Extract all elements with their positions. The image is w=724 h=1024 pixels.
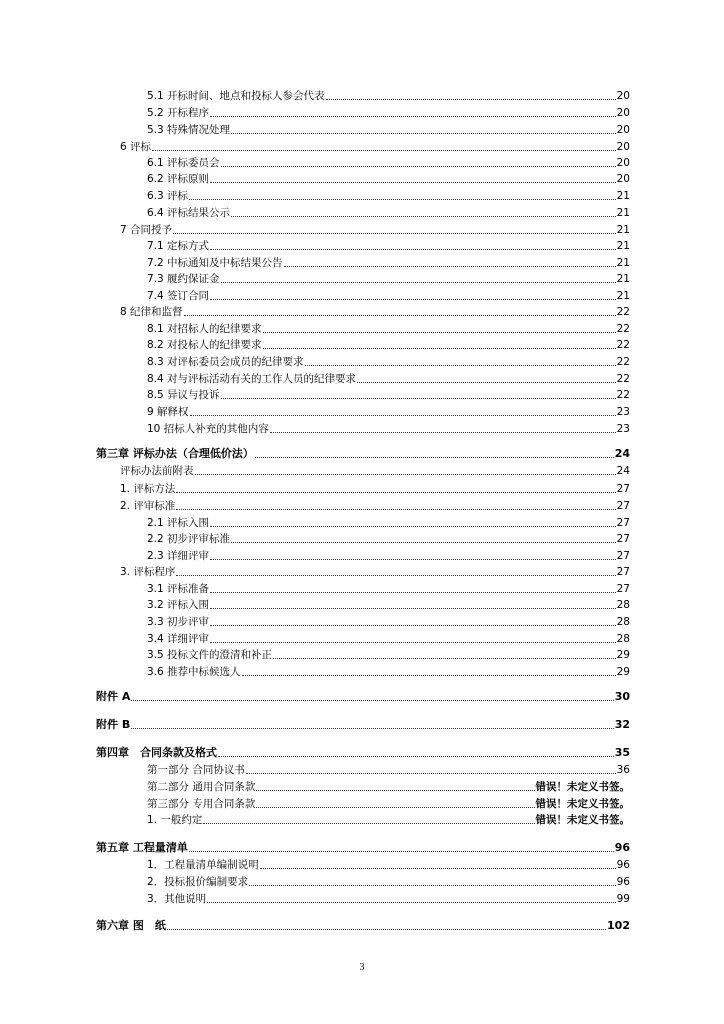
toc-entry-page: 28 xyxy=(616,599,630,611)
dot-leader xyxy=(210,516,616,527)
toc-entry[interactable] xyxy=(147,355,630,369)
toc-entry-title: 5.1 开标时间、地点和投标人参会代表 xyxy=(147,90,325,102)
dot-leader xyxy=(152,140,616,151)
toc-entry-title: 1. 评标方法 xyxy=(120,483,176,495)
toc-entry-page: 20 xyxy=(616,107,630,119)
toc-entry-page: 27 xyxy=(616,500,630,512)
dot-leader xyxy=(210,632,616,643)
toc-entry-title: 3.6 推荐中标候选人 xyxy=(147,666,241,678)
toc-entry[interactable] xyxy=(120,223,630,237)
toc-entry-title: 7.3 履约保证金 xyxy=(147,273,220,285)
toc-entry[interactable] xyxy=(147,813,630,827)
toc-entry[interactable] xyxy=(147,289,630,303)
toc-entry[interactable] xyxy=(120,140,630,154)
toc-entry[interactable] xyxy=(147,206,630,220)
toc-entry-page: 22 xyxy=(616,339,630,351)
toc-entry[interactable] xyxy=(147,549,630,563)
toc-entry-page: 27 xyxy=(616,550,630,562)
toc-entry-page: 23 xyxy=(616,406,630,418)
toc-entry-title: 6 评标 xyxy=(120,141,152,153)
toc-entry-page: 29 xyxy=(616,666,630,678)
toc-entry-page: 36 xyxy=(616,764,630,776)
toc-entry-title: 8.5 异议与投诉 xyxy=(147,389,220,401)
dot-leader xyxy=(210,582,616,593)
toc-entry-title: 2．投标报价编制要求 xyxy=(147,876,249,888)
toc-entry[interactable] xyxy=(147,156,630,170)
toc-entry-title: 第六章 图 纸 xyxy=(96,919,166,932)
dot-leader xyxy=(131,718,613,729)
toc-entry[interactable] xyxy=(147,797,630,811)
toc-entry[interactable] xyxy=(147,632,630,646)
toc-entry-page: 99 xyxy=(616,893,630,905)
toc-entry[interactable] xyxy=(147,875,630,889)
dot-leader xyxy=(256,780,534,791)
toc-entry-title: 10 招标人补充的其他内容 xyxy=(147,423,269,435)
dot-leader xyxy=(284,256,616,267)
dot-leader xyxy=(255,447,614,458)
toc-entry[interactable] xyxy=(147,615,630,629)
dot-leader xyxy=(195,464,616,475)
toc-entry-title: 2.3 详细评审 xyxy=(147,550,210,562)
toc-entry[interactable] xyxy=(120,482,630,496)
toc-entry-page: 35 xyxy=(614,746,630,759)
toc-entry[interactable] xyxy=(147,532,630,546)
dot-leader xyxy=(203,813,534,824)
toc-entry-title: 第一部分 合同协议书 xyxy=(147,764,245,776)
toc-entry[interactable] xyxy=(147,892,630,906)
toc-entry-title: 8.2 对投标人的纪律要求 xyxy=(147,339,262,351)
toc-entry-title: 7.4 签订合同 xyxy=(147,290,210,302)
toc-entry[interactable] xyxy=(147,272,630,286)
toc-entry-title: 1．工程量清单编制说明 xyxy=(147,859,259,871)
toc-entry[interactable] xyxy=(147,763,630,777)
toc-entry-page: 24 xyxy=(616,465,630,477)
toc-entry-page: 21 xyxy=(616,240,630,252)
toc-entry-page: 21 xyxy=(616,273,630,285)
dot-leader xyxy=(357,372,616,383)
toc-entry-title: 3.2 评标入围 xyxy=(147,599,210,611)
toc-entry-title: 2.2 初步评审标准 xyxy=(147,533,231,545)
dot-leader xyxy=(131,690,613,701)
toc-entry-page: 24 xyxy=(614,447,630,460)
dot-leader xyxy=(242,665,616,676)
toc-entry[interactable] xyxy=(96,841,630,855)
toc-entry-page: 21 xyxy=(616,290,630,302)
dot-leader xyxy=(167,919,606,930)
dot-leader xyxy=(260,858,616,869)
toc-entry[interactable] xyxy=(147,422,630,436)
toc-entry-title: 9 解释权 xyxy=(147,406,189,418)
toc-entry[interactable] xyxy=(147,516,630,530)
toc-entry-page: 32 xyxy=(614,718,630,731)
toc-entry[interactable] xyxy=(96,746,630,760)
toc-entry-page: 21 xyxy=(616,190,630,202)
toc-entry[interactable] xyxy=(147,256,630,270)
toc-entry-page: 20 xyxy=(616,157,630,169)
toc-entry-title: 第三章 评标办法（合理低价法） xyxy=(96,447,254,460)
toc-entry[interactable] xyxy=(147,338,630,352)
toc-entry-page: 21 xyxy=(616,257,630,269)
toc-entry-page: 28 xyxy=(616,633,630,645)
toc-entry-page: 22 xyxy=(616,323,630,335)
toc-entry-page: 20 xyxy=(616,141,630,153)
toc-entry-title: 7.2 中标通知及中标结果公告 xyxy=(147,257,283,269)
dot-leader xyxy=(231,532,616,543)
toc-entry[interactable] xyxy=(96,919,630,933)
dot-leader xyxy=(210,106,616,117)
dot-leader xyxy=(176,565,615,576)
toc-entry-title: 3. 评标程序 xyxy=(120,566,176,578)
toc-entry-page: 96 xyxy=(616,876,630,888)
dot-leader xyxy=(231,123,616,134)
toc-entry-page: 21 xyxy=(616,207,630,219)
toc-entry-title: 5.2 开标程序 xyxy=(147,107,210,119)
dot-leader xyxy=(231,206,616,217)
toc-entry-page: 29 xyxy=(616,649,630,661)
dot-leader xyxy=(210,172,616,183)
toc-entry-page: 28 xyxy=(616,616,630,628)
toc-entry-page: 27 xyxy=(616,583,630,595)
dot-leader xyxy=(210,549,616,560)
toc-entry-page: 20 xyxy=(616,173,630,185)
toc-entry-page: 20 xyxy=(616,90,630,102)
toc-entry-title: 1. 一般约定 xyxy=(147,814,203,826)
toc-entry-title: 8.1 对招标人的纪律要求 xyxy=(147,323,262,335)
toc-entry-title: 6.3 评标 xyxy=(147,190,189,202)
dot-leader xyxy=(263,338,616,349)
dot-leader xyxy=(221,388,616,399)
toc-entry[interactable] xyxy=(96,690,630,704)
toc-entry-page: 30 xyxy=(614,690,630,703)
toc-entry[interactable] xyxy=(147,405,630,419)
dot-leader xyxy=(176,482,615,493)
toc-entry-title: 3.3 初步评审 xyxy=(147,616,210,628)
toc-entry-title: 3.5 投标文件的澄清和补正 xyxy=(147,649,273,661)
toc-entry[interactable] xyxy=(147,582,630,596)
dot-leader xyxy=(210,239,616,250)
toc-entry[interactable] xyxy=(147,172,630,186)
dot-leader xyxy=(326,89,616,100)
toc-entry-title: 第四章 合同条款及格式 xyxy=(96,746,217,759)
toc-entry-page: 27 xyxy=(616,533,630,545)
toc-entry-title: 3.4 详细评审 xyxy=(147,633,210,645)
dot-leader xyxy=(246,763,616,774)
toc-entry-page: 错误！未定义书签。 xyxy=(535,814,630,826)
toc-entry[interactable] xyxy=(147,372,630,386)
dot-leader xyxy=(210,289,616,300)
dot-leader xyxy=(207,892,615,903)
toc-entry-title: 8.4 对与评标活动有关的工作人员的纪律要求 xyxy=(147,373,357,385)
dot-leader xyxy=(249,875,615,886)
toc-entry[interactable] xyxy=(147,89,630,103)
toc-entry-page: 27 xyxy=(616,483,630,495)
toc-entry-title: 8.3 对评标委员会成员的纪律要求 xyxy=(147,356,304,368)
dot-leader xyxy=(190,405,616,416)
toc-entry[interactable] xyxy=(120,565,630,579)
toc-entry-page: 22 xyxy=(616,356,630,368)
dot-leader xyxy=(256,797,534,808)
toc-entry-page: 22 xyxy=(616,306,630,318)
dot-leader xyxy=(184,305,616,316)
toc-entry-page: 27 xyxy=(616,566,630,578)
toc-entry[interactable] xyxy=(147,858,630,872)
toc-entry-page: 21 xyxy=(616,224,630,236)
toc-entry-page: 27 xyxy=(616,517,630,529)
toc-entry-title: 第五章 工程量清单 xyxy=(96,841,188,854)
toc-entry-title: 5.3 特殊情况处理 xyxy=(147,124,231,136)
toc-entry-title: 第二部分 通用合同条款 xyxy=(147,781,256,793)
dot-leader xyxy=(210,615,616,626)
toc-entry-title: 7 合同授予 xyxy=(120,224,173,236)
toc-entry-title: 评标办法前附表 xyxy=(120,465,194,477)
dot-leader xyxy=(270,422,616,433)
toc-entry-page: 96 xyxy=(614,841,630,854)
toc-entry[interactable] xyxy=(147,780,630,794)
toc-entry-page: 20 xyxy=(616,124,630,136)
toc-entry-page: 96 xyxy=(616,859,630,871)
toc-entry-title: 附件 A xyxy=(96,690,131,703)
toc-entry-title: 7.1 定标方式 xyxy=(147,240,210,252)
toc-entry-page: 错误！未定义书签。 xyxy=(535,798,630,810)
toc-entry[interactable] xyxy=(147,189,630,203)
dot-leader xyxy=(210,598,616,609)
toc-entry[interactable] xyxy=(96,447,630,461)
toc-entry[interactable] xyxy=(147,388,630,402)
toc-entry[interactable] xyxy=(147,239,630,253)
toc-entry[interactable] xyxy=(147,106,630,120)
dot-leader xyxy=(189,189,616,200)
toc-entry-page: 22 xyxy=(616,373,630,385)
toc-entry[interactable] xyxy=(120,464,630,478)
toc-entry[interactable] xyxy=(120,499,630,513)
toc-entry-page: 102 xyxy=(607,919,630,932)
toc-entry-title: 3．其他说明 xyxy=(147,893,207,905)
toc-entry-title: 3.1 评标准备 xyxy=(147,583,210,595)
toc-entry[interactable] xyxy=(96,718,630,732)
toc-entry[interactable] xyxy=(120,305,630,319)
dot-leader xyxy=(173,223,616,234)
dot-leader xyxy=(305,355,616,366)
toc-entry[interactable] xyxy=(147,648,630,662)
dot-leader xyxy=(221,272,616,283)
dot-leader xyxy=(218,746,614,757)
toc-entry-page: 23 xyxy=(616,423,630,435)
dot-leader xyxy=(221,156,616,167)
dot-leader xyxy=(273,648,616,659)
toc-entry-title: 第三部分 专用合同条款 xyxy=(147,798,256,810)
toc-entry[interactable] xyxy=(147,123,630,137)
toc-entry[interactable] xyxy=(147,598,630,612)
toc-entry-title: 2. 评审标准 xyxy=(120,500,176,512)
dot-leader xyxy=(263,322,616,333)
toc-entry-title: 6.4 评标结果公示 xyxy=(147,207,231,219)
dot-leader xyxy=(176,499,615,510)
toc-entry-title: 6.2 评标原则 xyxy=(147,173,210,185)
page-number: 3 xyxy=(359,962,365,973)
dot-leader xyxy=(189,841,614,852)
toc-entry-page: 22 xyxy=(616,389,630,401)
toc-entry[interactable] xyxy=(147,322,630,336)
toc-entry-title: 附件 B xyxy=(96,718,131,731)
toc-entry-page: 错误！未定义书签。 xyxy=(535,781,630,793)
toc-entry-title: 2.1 评标入围 xyxy=(147,517,210,529)
toc-entry[interactable] xyxy=(147,665,630,679)
toc-entry-title: 6.1 评标委员会 xyxy=(147,157,220,169)
toc-entry-title: 8 纪律和监督 xyxy=(120,306,183,318)
